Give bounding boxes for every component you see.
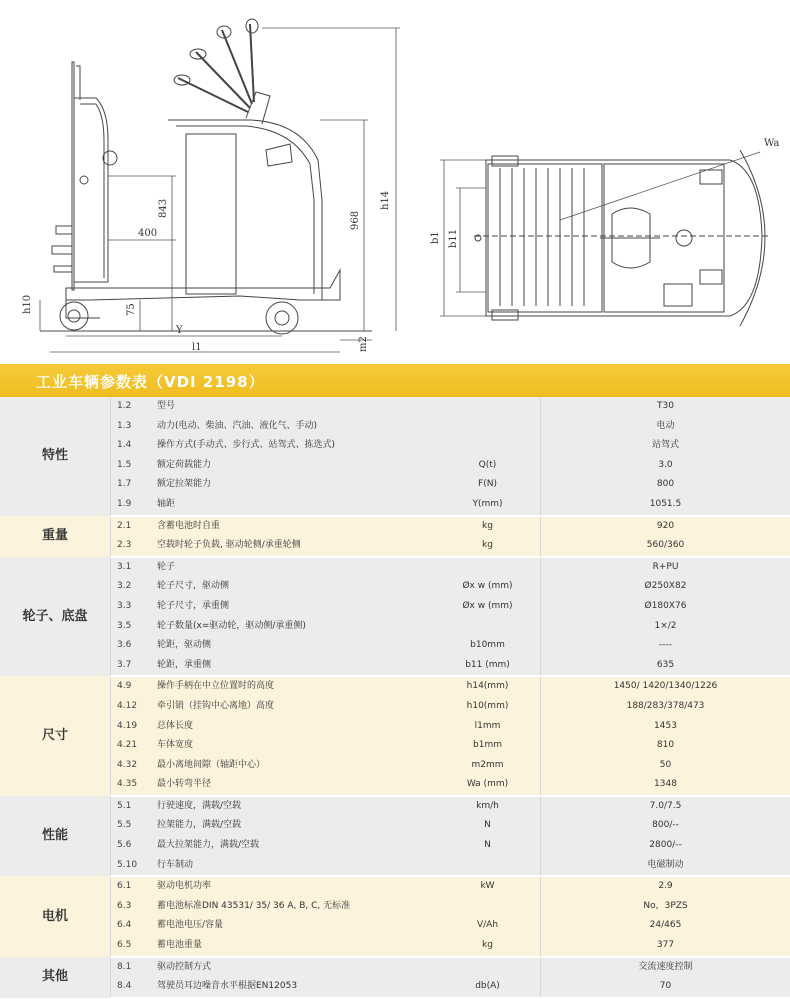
row-number: 2.1 (111, 516, 154, 537)
row-number: 1.5 (111, 456, 154, 476)
row-number: 5.10 (111, 856, 154, 877)
row-number: 1.4 (111, 436, 154, 456)
row-unit: N (435, 816, 541, 836)
row-description: 操作方式(手动式、步行式、站驾式、拣选式) (153, 436, 435, 456)
table-row (0, 656, 790, 677)
row-description: 动力(电动、柴油、汽油、液化气、手动) (153, 417, 435, 437)
row-number: 3.5 (111, 617, 154, 637)
drawing-canvas (0, 0, 790, 364)
row-value: Ø180X76 (541, 597, 790, 617)
table-row (0, 836, 790, 856)
row-number: 5.6 (111, 836, 154, 856)
row-number: 3.3 (111, 597, 154, 617)
dim-b1: b1 (430, 231, 441, 244)
row-unit: kg (435, 936, 541, 957)
table-row (0, 557, 790, 578)
table-row (0, 916, 790, 936)
row-unit: m2mm (435, 756, 541, 776)
row-unit (435, 557, 541, 578)
row-description: 最小转弯半径 (153, 775, 435, 796)
row-unit: l1mm (435, 717, 541, 737)
row-description: 车体宽度 (153, 736, 435, 756)
row-value: 站驾式 (541, 436, 790, 456)
row-value: 2800/-- (541, 836, 790, 856)
row-value: 50 (541, 756, 790, 776)
row-description: 轮子尺寸，驱动侧 (153, 577, 435, 597)
spec-table (0, 397, 790, 999)
row-unit (435, 417, 541, 437)
row-number: 3.7 (111, 656, 154, 677)
row-value: 377 (541, 936, 790, 957)
technical-drawings (0, 0, 790, 364)
table-row (0, 536, 790, 557)
row-number: 6.5 (111, 936, 154, 957)
row-number: 5.1 (111, 796, 154, 817)
row-description: 轮子尺寸，承重侧 (153, 597, 435, 617)
table-row (0, 756, 790, 776)
row-unit (435, 897, 541, 917)
row-description: 驱动电机功率 (153, 876, 435, 897)
table-header-bar (0, 364, 790, 397)
row-value: 1453 (541, 717, 790, 737)
row-description: 蓄电池标准DIN 43531/ 35/ 36 A, B, C, 无标准 (153, 897, 435, 917)
row-description: 型号 (153, 397, 435, 417)
row-unit: b11 (mm) (435, 656, 541, 677)
row-number: 8.1 (111, 957, 154, 978)
row-unit: F(N) (435, 475, 541, 495)
table-row (0, 597, 790, 617)
spec-table-body (0, 397, 790, 998)
table-row (0, 636, 790, 656)
row-value: R+PU (541, 557, 790, 578)
row-value: 1051.5 (541, 495, 790, 516)
row-description: 最大拉架能力，满载/空载 (153, 836, 435, 856)
row-number: 1.2 (111, 397, 154, 417)
row-unit (435, 617, 541, 637)
row-description: 行车制动 (153, 856, 435, 877)
category-label: 尺寸 (0, 676, 111, 796)
table-row (0, 957, 790, 978)
table-row (0, 796, 790, 817)
table-row (0, 577, 790, 597)
row-unit: h10(mm) (435, 697, 541, 717)
row-number: 3.6 (111, 636, 154, 656)
row-number: 4.9 (111, 676, 154, 697)
row-unit: kg (435, 516, 541, 537)
category-label: 电机 (0, 876, 111, 956)
row-unit: V/Ah (435, 916, 541, 936)
row-number: 8.4 (111, 977, 154, 998)
row-unit: Y(mm) (435, 495, 541, 516)
row-value: 810 (541, 736, 790, 756)
row-description: 轮距，驱动侧 (153, 636, 435, 656)
row-number: 4.35 (111, 775, 154, 796)
row-value: 920 (541, 516, 790, 537)
table-row (0, 516, 790, 537)
table-row (0, 717, 790, 737)
dim-m2: m2 (358, 336, 369, 352)
row-description: 空载时轮子负载, 驱动轮侧/承重轮侧 (153, 536, 435, 557)
row-value: Ø250X82 (541, 577, 790, 597)
row-value: 交流速度控制 (541, 957, 790, 978)
row-number: 3.2 (111, 577, 154, 597)
table-title: 工业车辆参数表（VDI 2198） (36, 371, 265, 392)
side-view-drawing (40, 19, 372, 334)
row-unit: b1mm (435, 736, 541, 756)
row-number: 1.3 (111, 417, 154, 437)
row-value: 560/360 (541, 536, 790, 557)
dim-h10: h10 (22, 295, 33, 314)
row-unit: h14(mm) (435, 676, 541, 697)
table-row (0, 417, 790, 437)
row-description: 轴距 (153, 495, 435, 516)
table-row (0, 436, 790, 456)
row-value: 1348 (541, 775, 790, 796)
table-row (0, 936, 790, 957)
row-number: 2.3 (111, 536, 154, 557)
row-value: 3.0 (541, 456, 790, 476)
dim-400: 400 (138, 228, 157, 239)
row-unit: b10mm (435, 636, 541, 656)
table-row (0, 475, 790, 495)
table-row (0, 856, 790, 877)
table-row (0, 676, 790, 697)
row-value: 635 (541, 656, 790, 677)
table-row (0, 977, 790, 998)
row-description: 总体长度 (153, 717, 435, 737)
row-description: 轮距，承重侧 (153, 656, 435, 677)
row-description: 轮子数量(x=驱动轮，驱动侧/承重侧) (153, 617, 435, 637)
row-value: 2.9 (541, 876, 790, 897)
row-unit: Øx w (mm) (435, 577, 541, 597)
row-value: 70 (541, 977, 790, 998)
table-row (0, 816, 790, 836)
row-number: 5.5 (111, 816, 154, 836)
row-number: 6.3 (111, 897, 154, 917)
row-description: 额定荷载能力 (153, 456, 435, 476)
row-unit: Wa (mm) (435, 775, 541, 796)
row-unit: kW (435, 876, 541, 897)
row-unit: Q(t) (435, 456, 541, 476)
dim-75: 75 (126, 303, 137, 316)
row-value: 7.0/7.5 (541, 796, 790, 817)
table-row (0, 775, 790, 796)
table-row (0, 697, 790, 717)
dim-wa: Wa (764, 138, 779, 149)
row-number: 4.19 (111, 717, 154, 737)
row-unit: db(A) (435, 977, 541, 998)
table-row (0, 736, 790, 756)
row-value: 1×/2 (541, 617, 790, 637)
row-unit (435, 436, 541, 456)
row-number: 6.4 (111, 916, 154, 936)
row-unit (435, 856, 541, 877)
row-unit (435, 397, 541, 417)
category-label: 其他 (0, 957, 111, 998)
row-description: 含蓄电池时自重 (153, 516, 435, 537)
row-description: 拉架能力，满载/空载 (153, 816, 435, 836)
row-value: 188/283/378/473 (541, 697, 790, 717)
row-value: 800 (541, 475, 790, 495)
row-value: 电磁制动 (541, 856, 790, 877)
row-number: 4.21 (111, 736, 154, 756)
row-number: 6.1 (111, 876, 154, 897)
dim-843: 843 (158, 199, 169, 218)
dim-y: Y (175, 325, 183, 336)
top-view-drawing (474, 150, 770, 326)
row-description: 驾驶员耳边噪音水平根据EN12053 (153, 977, 435, 998)
row-description: 额定拉架能力 (153, 475, 435, 495)
row-value: 24/465 (541, 916, 790, 936)
row-number: 1.7 (111, 475, 154, 495)
row-description: 蓄电池重量 (153, 936, 435, 957)
row-number: 4.12 (111, 697, 154, 717)
table-row (0, 876, 790, 897)
row-number: 3.1 (111, 557, 154, 578)
row-unit: kg (435, 536, 541, 557)
row-description: 驱动控制方式 (153, 957, 435, 978)
dim-h14: h14 (380, 191, 391, 210)
row-unit (435, 957, 541, 978)
row-unit: Øx w (mm) (435, 597, 541, 617)
row-value: 800/-- (541, 816, 790, 836)
category-label: 性能 (0, 796, 111, 876)
row-number: 1.9 (111, 495, 154, 516)
row-description: 操作手柄在中立位置时的高度 (153, 676, 435, 697)
row-description: 行驶速度，满载/空载 (153, 796, 435, 817)
category-label: 特性 (0, 397, 111, 516)
dim-b11: b11 (448, 229, 459, 248)
row-value: T30 (541, 397, 790, 417)
table-row (0, 495, 790, 516)
row-number: 4.32 (111, 756, 154, 776)
table-row (0, 617, 790, 637)
category-label: 轮子、底盘 (0, 557, 111, 677)
table-row (0, 456, 790, 476)
row-value: 1450/ 1420/1340/1226 (541, 676, 790, 697)
row-unit: N (435, 836, 541, 856)
row-description: 牵引销（挂钩中心离地）高度 (153, 697, 435, 717)
category-label: 重量 (0, 516, 111, 557)
row-value: ---- (541, 636, 790, 656)
table-row (0, 897, 790, 917)
row-value: 电动 (541, 417, 790, 437)
row-description: 轮子 (153, 557, 435, 578)
row-unit: km/h (435, 796, 541, 817)
dim-l1: l1 (192, 342, 202, 353)
dim-968: 968 (350, 211, 361, 230)
row-value: No，3PZS (541, 897, 790, 917)
row-description: 蓄电池电压/容量 (153, 916, 435, 936)
row-description: 最小离地间隙（轴距中心） (153, 756, 435, 776)
table-row (0, 397, 790, 417)
